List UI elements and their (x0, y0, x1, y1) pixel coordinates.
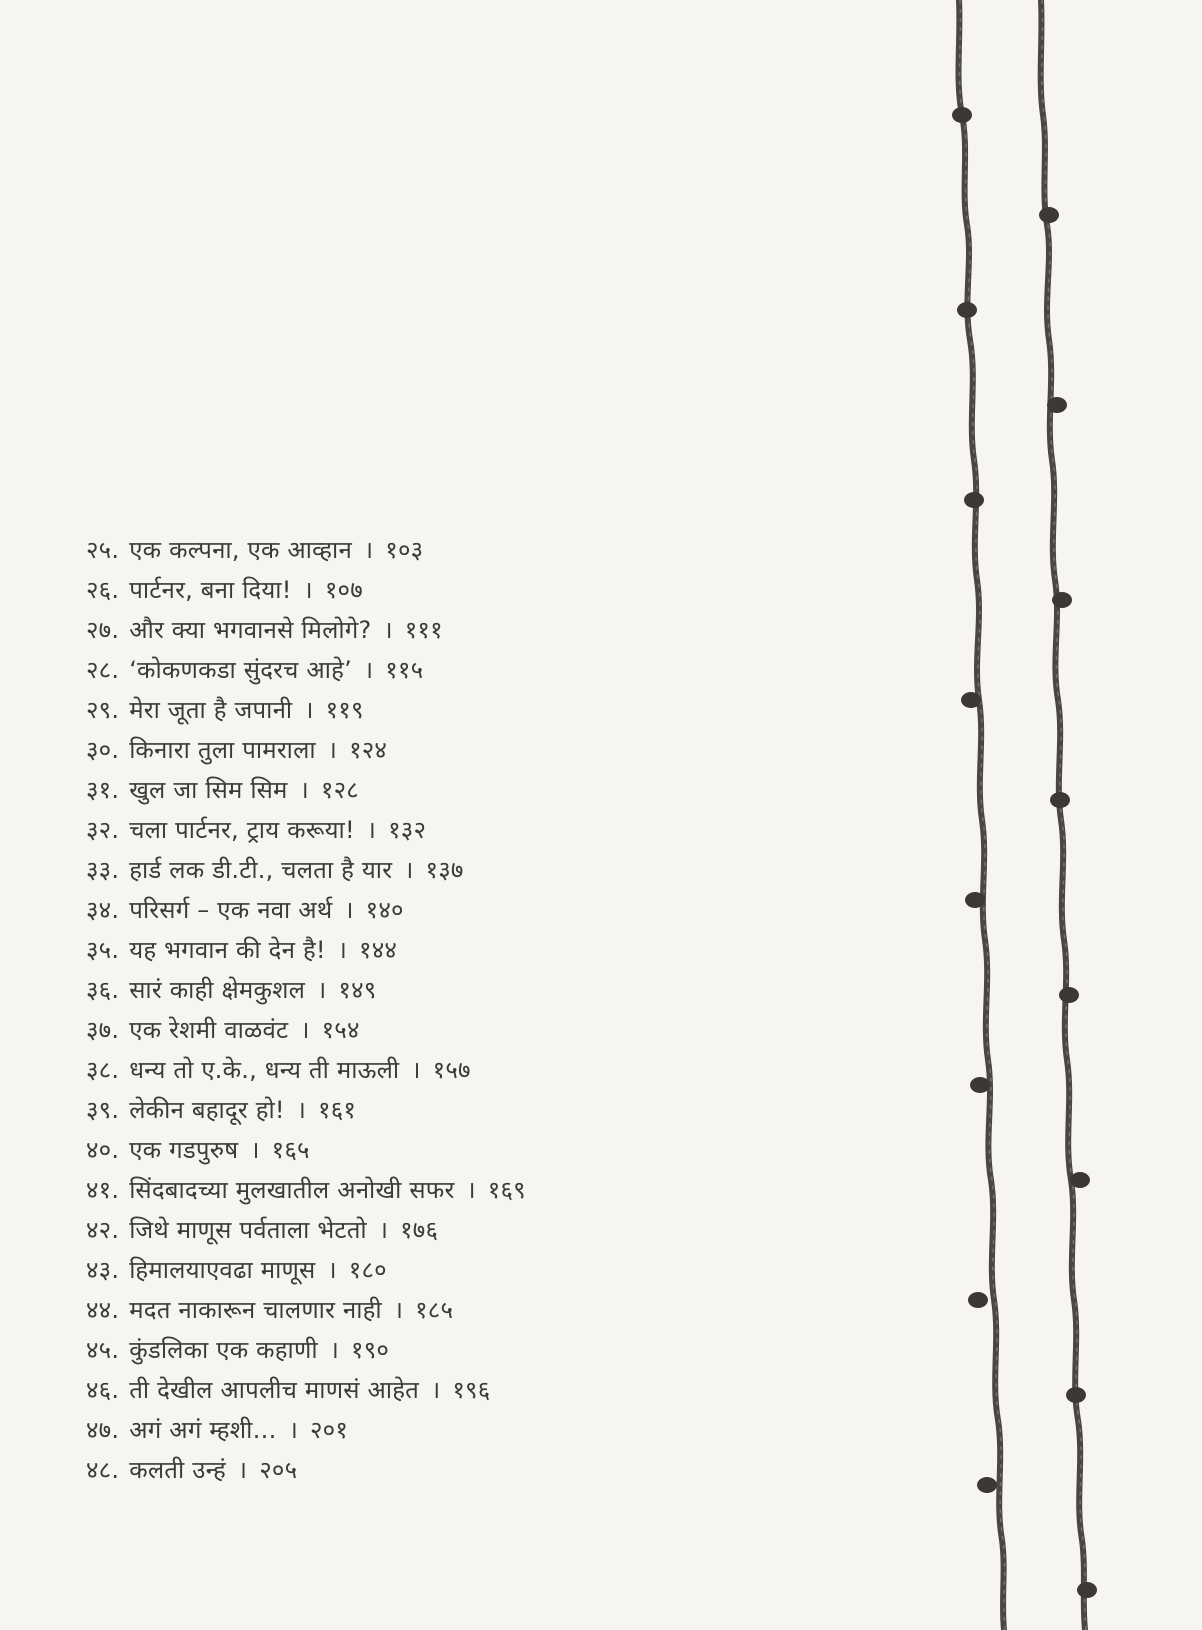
rope-line (958, 0, 1004, 1630)
chapter-title: ती देखील आपलीच माणसं आहेत (129, 1376, 420, 1404)
separator: । (303, 576, 313, 604)
chapter-number: २७. (86, 616, 120, 644)
chapter-number: ४५. (86, 1336, 120, 1364)
chapter-number: ३९. (86, 1096, 120, 1124)
page-number: १६५ (271, 1136, 310, 1164)
separator: । (329, 1336, 340, 1364)
knot (1047, 397, 1067, 413)
page-number: १४९ (338, 976, 377, 1004)
chapter-number: ३६. (86, 976, 120, 1004)
page-number: १३२ (388, 816, 427, 844)
knot (1050, 792, 1070, 808)
page-number: १६९ (487, 1176, 526, 1204)
chapter-title: जिथे माणूस पर्वताला भेटतो (129, 1216, 367, 1244)
separator: । (296, 1096, 307, 1124)
chapter-title: पार्टनर, बना दिया! (129, 576, 292, 604)
separator: । (378, 1216, 389, 1244)
separator: । (431, 1376, 441, 1404)
separator: । (327, 1256, 337, 1284)
chapter-number: ४०. (86, 1136, 120, 1164)
chapter-number: ४४. (86, 1296, 120, 1324)
separator: । (337, 936, 348, 964)
chapter-number: ४८. (86, 1456, 120, 1484)
chapter-title: लेकीन बहादूर हो! (129, 1096, 285, 1124)
page-number: ११९ (325, 696, 364, 724)
chapter-title: हिमालयाएवढा माणूस (129, 1256, 316, 1284)
chapter-title: सारं काही क्षेमकुशल (129, 976, 306, 1004)
page-number: १५७ (432, 1056, 471, 1084)
chapter-title: यह भगवान की देन है! (129, 936, 326, 964)
chapter-number: ३२. (86, 816, 120, 844)
separator: । (363, 656, 374, 684)
page-number: ११५ (385, 656, 424, 684)
knot (952, 107, 972, 123)
chapter-number: ३३. (86, 856, 120, 884)
separator: । (344, 896, 354, 924)
chapter-number: ३८. (86, 1056, 120, 1084)
knot (1039, 207, 1059, 223)
chapter-title: एक गडपुरुष (129, 1136, 239, 1164)
separator: । (366, 816, 377, 844)
separator: । (250, 1136, 260, 1164)
chapter-title: कलती उन्हं (129, 1456, 226, 1484)
chapter-title: सिंदबादच्या मुलखातील अनोखी सफर (129, 1176, 455, 1204)
chapter-title: चला पार्टनर, ट्राय करूया! (129, 816, 355, 844)
knot (977, 1477, 997, 1493)
right-rope (1041, 0, 1086, 1630)
knot (957, 302, 977, 318)
chapter-title: मेरा जूता है जपानी (129, 696, 293, 724)
knot (964, 492, 984, 508)
chapter-number: ४२. (86, 1216, 120, 1244)
chapter-number: २९. (86, 696, 120, 724)
knot (1052, 592, 1072, 608)
chapter-number: २५. (86, 536, 120, 564)
separator: । (393, 1296, 404, 1324)
chapter-number: २८. (86, 656, 120, 684)
chapter-number: २६. (86, 576, 120, 604)
chapter-title: कुंडलिका एक कहाणी (129, 1336, 318, 1364)
chapter-number: ३०. (86, 736, 120, 764)
chapter-number: ३५. (86, 936, 120, 964)
chapter-number: ४३. (86, 1256, 120, 1284)
chapter-title: हार्ड लक डी.टी., चलता है यार (129, 856, 393, 884)
separator: । (383, 616, 393, 644)
knot (961, 692, 981, 708)
separator: । (237, 1456, 248, 1484)
separator: । (304, 696, 314, 724)
page-number: २०५ (259, 1456, 298, 1484)
page-number: १७६ (400, 1216, 439, 1244)
page-number: १८५ (415, 1296, 454, 1324)
separator: । (327, 736, 338, 764)
page-number: २०१ (309, 1416, 349, 1444)
chapter-title: मदत नाकारून चालणार नाही (129, 1296, 382, 1324)
page-number: १११ (404, 616, 443, 644)
page-number: १२४ (349, 736, 388, 764)
page-number: १२८ (320, 776, 359, 804)
separator: । (299, 776, 309, 804)
page-number: १०७ (324, 576, 363, 604)
chapter-title: परिसर्ग – एक नवा अर्थ (129, 896, 333, 924)
chapter-title: किनारा तुला पामराला (129, 736, 316, 764)
chapter-title: और क्या भगवानसे मिलोगे? (129, 616, 372, 644)
chapter-title: खुल जा सिम सिम (129, 776, 288, 804)
chapter-number: ३१. (86, 776, 120, 804)
chapter-number: ४६. (86, 1376, 120, 1404)
knot (965, 892, 985, 908)
chapter-title: एक कल्पना, एक आव्हान (129, 536, 352, 564)
knot (1066, 1387, 1086, 1403)
separator: । (288, 1416, 298, 1444)
chapter-title: एक रेशमी वाळवंट (129, 1016, 289, 1044)
separator: । (411, 1056, 421, 1084)
knot (1070, 1172, 1090, 1188)
chapter-number: ४१. (86, 1176, 120, 1204)
knot (968, 1292, 988, 1308)
knot (1077, 1582, 1097, 1598)
chapter-title: ‘कोकणकडा सुंदरच आहे’ (129, 656, 352, 684)
separator: । (317, 976, 327, 1004)
separator: । (466, 1176, 476, 1204)
separator: । (300, 1016, 310, 1044)
page-number: १९६ (452, 1376, 491, 1404)
chapter-title: धन्य तो ए.के., धन्य ती माऊली (129, 1056, 400, 1084)
page-number: १८० (348, 1256, 387, 1284)
chapter-number: ४७. (86, 1416, 120, 1444)
knot (970, 1077, 990, 1093)
knot (1059, 987, 1079, 1003)
separator: । (363, 536, 374, 564)
page-number: १९० (351, 1336, 390, 1364)
separator: । (404, 856, 414, 884)
page-number: १४० (365, 896, 404, 924)
chapter-number: ३७. (86, 1016, 120, 1044)
page-number: १४४ (359, 936, 398, 964)
page-number: १०३ (385, 536, 424, 564)
chapter-number: ३४. (86, 896, 120, 924)
chapter-title: अगं अगं म्हशी… (129, 1416, 277, 1444)
rope-line (1041, 0, 1085, 1630)
page-number: १५४ (321, 1016, 360, 1044)
page-number: १६१ (318, 1096, 357, 1124)
left-rope (958, 0, 1005, 1630)
page-number: १३७ (425, 856, 464, 884)
